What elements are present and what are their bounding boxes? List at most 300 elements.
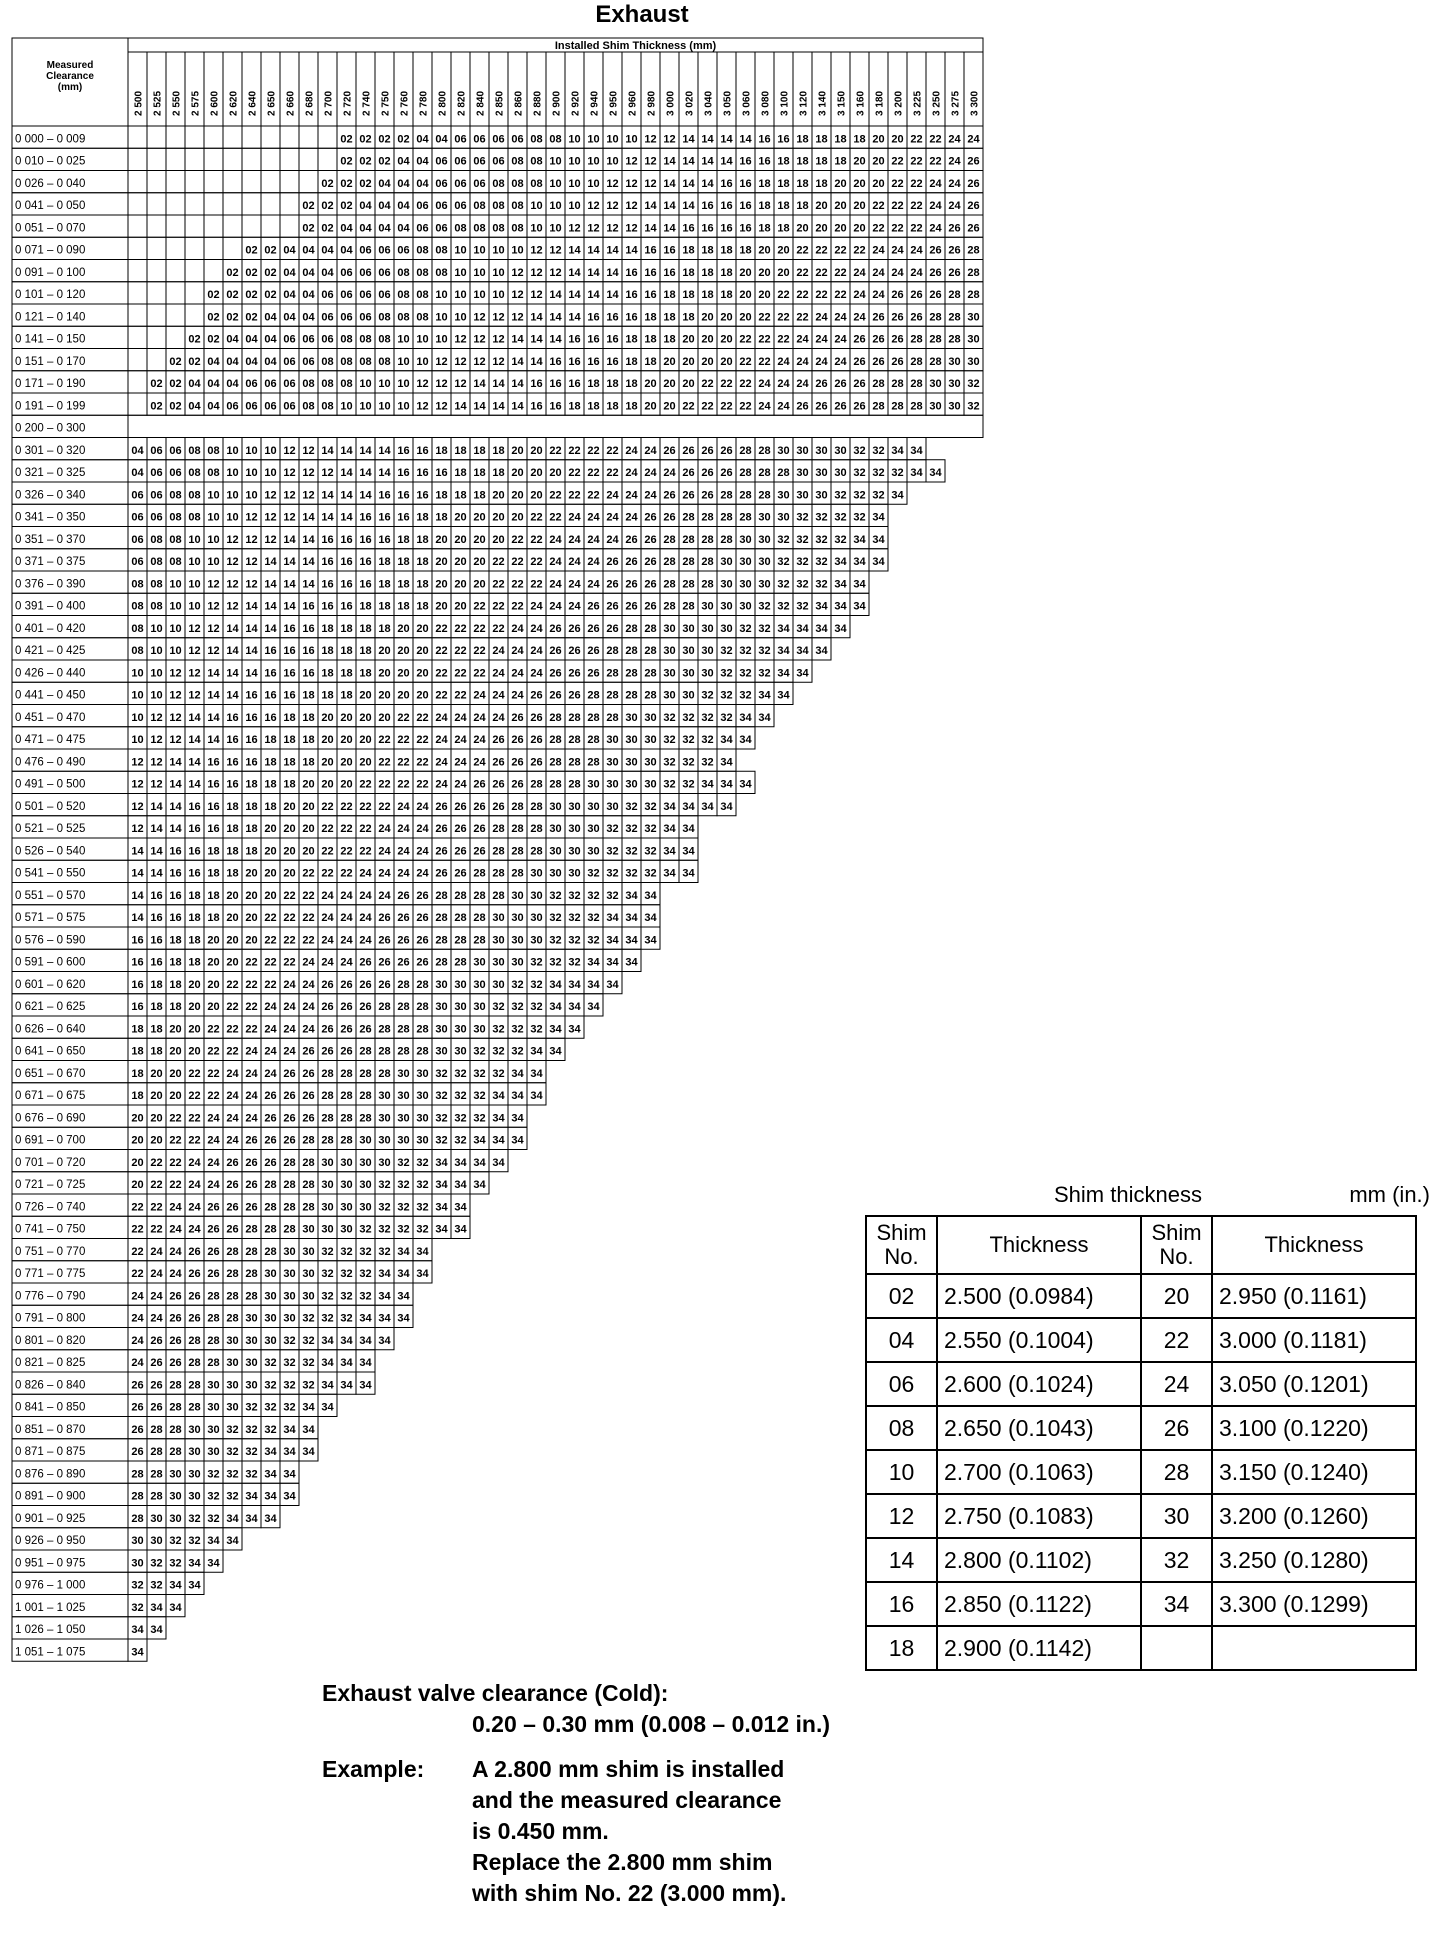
shim-number: 30 — [188, 1423, 201, 1436]
shim-number: 24 — [150, 1268, 163, 1280]
shim-number: 26 — [625, 556, 638, 568]
shim-number: 12 — [644, 177, 657, 190]
shim-number: 18 — [264, 756, 277, 769]
shim-number: 28 — [967, 289, 980, 301]
shim-number: 26 — [283, 1134, 296, 1147]
shim-number: 32 — [302, 1334, 315, 1347]
shim-number: 12 — [226, 533, 239, 546]
matrix-cell — [166, 237, 185, 259]
shim-number: 18 — [359, 622, 372, 635]
shim-number: 34 — [397, 1245, 410, 1258]
shim-number: 20 — [454, 578, 467, 591]
shim-number: 34 — [359, 1357, 372, 1369]
shim-number: 32 — [720, 645, 733, 657]
shim-number: 18 — [131, 1067, 144, 1080]
shim-number: 22 — [188, 1134, 201, 1147]
shim-number: 32 — [245, 1401, 258, 1414]
shim-number: 16 — [397, 489, 410, 502]
shim-number: 26 — [435, 845, 448, 858]
shim-number: 30 — [207, 1446, 220, 1458]
shim-number: 22 — [207, 1067, 220, 1080]
shim-number: 26 — [606, 622, 619, 635]
shim-number: 28 — [663, 533, 676, 546]
shim-number: 30 — [549, 867, 562, 880]
shim-number: 12 — [625, 200, 638, 212]
shim-number: 28 — [245, 1245, 258, 1258]
shim-number: 24 — [492, 689, 505, 702]
shim-number: 22 — [169, 1134, 182, 1147]
shim-number: 20 — [131, 1179, 144, 1191]
shim-number: 14 — [131, 912, 144, 924]
shim-number: 26 — [169, 1334, 182, 1347]
shim-number: 24 — [245, 1067, 258, 1080]
shim-number: 06 — [492, 155, 505, 168]
shim-number: 26 — [416, 889, 429, 902]
shim-number: 26 — [435, 800, 448, 813]
shim-number: 28 — [587, 689, 600, 702]
shim-number: 32 — [264, 1401, 277, 1414]
shim-number: 30 — [606, 800, 619, 813]
shim-number: 28 — [340, 1112, 353, 1125]
shim-number: 34 — [587, 956, 600, 969]
shim-number: 32 — [321, 1245, 334, 1258]
shim-number: 32 — [967, 378, 980, 390]
shim-number: 30 — [150, 1535, 163, 1547]
shim-number: 16 — [416, 444, 429, 457]
shim-number: 34 — [568, 1001, 581, 1013]
row-label: 0 341 – 0 350 — [15, 511, 86, 524]
shim-number: 20 — [530, 444, 543, 457]
row-label: 0 701 – 0 720 — [15, 1156, 86, 1169]
shim-number: 22 — [492, 600, 505, 613]
shim-number: 18 — [739, 244, 752, 257]
shim-number: 10 — [416, 333, 429, 346]
shim-number: 30 — [606, 734, 619, 746]
shim-number: 34 — [226, 1512, 239, 1525]
shim-number: 20 — [416, 645, 429, 657]
shim-number: 14 — [131, 867, 144, 880]
shim-number: 32 — [891, 467, 904, 479]
shim-number: 30 — [796, 489, 809, 502]
shim-number: 32 — [435, 1134, 448, 1147]
shim-number: 22 — [416, 711, 429, 724]
shim-number: 20 — [283, 800, 296, 813]
shim-number: 18 — [378, 556, 391, 568]
shim-number: 34 — [454, 1223, 467, 1236]
shim-number: 26 — [606, 556, 619, 568]
shim-number: 22 — [150, 1223, 163, 1236]
shim-number: 28 — [739, 511, 752, 524]
shim-number: 26 — [359, 1001, 372, 1013]
shim-number: 24 — [511, 667, 524, 680]
shim-number: 32 — [435, 1112, 448, 1125]
example-block — [322, 1754, 786, 1909]
column-header-label: 2 840 — [475, 90, 487, 116]
shim-number: 18 — [416, 600, 429, 613]
shim-number: 28 — [720, 533, 733, 546]
shim-number: 04 — [264, 355, 277, 368]
shim-number: 04 — [264, 333, 277, 346]
shim-number: 30 — [815, 444, 828, 457]
shim-number: 04 — [283, 311, 296, 324]
column-header-label: 2 700 — [323, 90, 335, 116]
shim-number: 18 — [226, 800, 239, 813]
shim-number: 16 — [226, 756, 239, 769]
shim-number: 30 — [416, 1112, 429, 1125]
shim-number: 16 — [207, 778, 220, 791]
shim-number: 20 — [131, 1112, 144, 1125]
shim-number: 20 — [264, 889, 277, 902]
shim-number: 26 — [207, 1201, 220, 1214]
shim-number: 32 — [720, 667, 733, 680]
shim-number: 18 — [226, 823, 239, 835]
shim-number: 32 — [549, 912, 562, 924]
shim-number: 32 — [587, 889, 600, 902]
row-label: 0 026 – 0 040 — [15, 177, 86, 190]
shim-number: 34 — [625, 889, 638, 902]
shim-number: 04 — [340, 222, 353, 235]
shim-number: 22 — [549, 444, 562, 457]
shim-number: 30 — [321, 1179, 334, 1191]
shim-number: 04 — [302, 311, 315, 324]
shim-number: 20 — [511, 511, 524, 524]
shim-number: 30 — [758, 533, 771, 546]
shim-number: 26 — [245, 1156, 258, 1169]
shim-number: 26 — [511, 778, 524, 791]
shim-number: 08 — [530, 177, 543, 190]
shim-number: 28 — [568, 756, 581, 769]
shim-number: 24 — [264, 1001, 277, 1013]
shim-number: 16 — [416, 489, 429, 502]
shim-number: 30 — [378, 1112, 391, 1125]
shim-number: 28 — [435, 912, 448, 924]
shim-number: 22 — [891, 200, 904, 212]
shim-number: 30 — [340, 1201, 353, 1214]
shim-number: 22 — [378, 734, 391, 746]
shim-number: 26 — [207, 1223, 220, 1236]
shim-number: 14 — [321, 444, 334, 457]
shim-number: 28 — [682, 556, 695, 568]
shim-number: 28 — [207, 1334, 220, 1347]
shim-number: 32 — [283, 1401, 296, 1414]
shim-number: 34 — [587, 978, 600, 991]
measured-clearance-header-line: (mm) — [57, 82, 83, 93]
shim-number: 32 — [872, 467, 885, 479]
shim-number: 24 — [530, 622, 543, 635]
shim-number: 34 — [606, 912, 619, 924]
matrix-cell — [280, 193, 299, 215]
shim-number: 20 — [853, 200, 866, 212]
shim-number: 22 — [796, 289, 809, 301]
shim-number: 12 — [226, 556, 239, 568]
shim-number: 24 — [416, 800, 429, 813]
shim-number: 08 — [321, 355, 334, 368]
thickness-cell: 2.750 (0.1083) — [937, 1494, 1141, 1538]
shim-number: 28 — [207, 1312, 220, 1325]
matrix-cell — [261, 126, 280, 148]
shim-number: 30 — [530, 912, 543, 924]
shim-number: 34 — [606, 978, 619, 991]
shim-number: 32 — [530, 956, 543, 969]
shim-number: 22 — [226, 978, 239, 991]
shim-number: 28 — [454, 956, 467, 969]
shim-number: 16 — [188, 823, 201, 835]
shim-number: 10 — [454, 266, 467, 279]
shim-number: 22 — [169, 1112, 182, 1125]
matrix-cell — [147, 237, 166, 259]
shim-number: 16 — [378, 533, 391, 546]
shim-number: 34 — [910, 467, 923, 479]
column-header-label: 2 880 — [532, 90, 544, 116]
shim-number: 32 — [853, 511, 866, 524]
shim-number: 30 — [948, 378, 961, 390]
shim-number: 12 — [283, 511, 296, 524]
shim-number: 18 — [682, 266, 695, 279]
shim-number: 28 — [625, 689, 638, 702]
shim-number: 34 — [663, 867, 676, 880]
shim-number: 34 — [302, 1423, 315, 1436]
shim-number: 06 — [435, 200, 448, 212]
measured-clearance-header-line: Measured — [46, 60, 94, 71]
shim-number: 16 — [131, 934, 144, 947]
shim-number: 06 — [321, 311, 334, 324]
shim-number: 32 — [606, 845, 619, 858]
shim-number: 08 — [511, 222, 524, 235]
shim-number: 26 — [549, 689, 562, 702]
shim-number: 20 — [397, 667, 410, 680]
matrix-cell — [128, 126, 147, 148]
shim-number: 20 — [378, 645, 391, 657]
shim-number: 08 — [492, 177, 505, 190]
shim-number: 10 — [169, 622, 182, 635]
shim-number: 12 — [264, 489, 277, 502]
shim-number: 26 — [245, 1201, 258, 1214]
shim-number: 20 — [511, 467, 524, 479]
row-label: 0 841 – 0 850 — [15, 1401, 86, 1414]
shim-number: 32 — [815, 511, 828, 524]
shim-number: 24 — [321, 889, 334, 902]
shim-number: 20 — [245, 934, 258, 947]
shim-number: 16 — [245, 689, 258, 702]
shim-number: 30 — [644, 711, 657, 724]
shim-number: 06 — [454, 200, 467, 212]
shim-number: 26 — [492, 734, 505, 746]
shim-number: 10 — [245, 467, 258, 479]
shim-number: 26 — [682, 489, 695, 502]
matrix-cell — [299, 148, 318, 170]
shim-number: 10 — [606, 133, 619, 146]
row-label: 0 791 – 0 800 — [15, 1312, 86, 1325]
shim-number: 10 — [131, 711, 144, 724]
shim-number: 10 — [264, 467, 277, 479]
shim-number: 18 — [492, 467, 505, 479]
shim-number: 18 — [245, 845, 258, 858]
shim-number: 30 — [739, 578, 752, 591]
thickness-cell: 2.600 (0.1024) — [937, 1362, 1141, 1406]
shim-number: 12 — [150, 734, 163, 746]
shim-number: 12 — [606, 177, 619, 190]
shim-number: 12 — [435, 400, 448, 413]
shim-number: 02 — [169, 378, 182, 390]
shim-number: 28 — [910, 378, 923, 390]
matrix-cell — [128, 171, 147, 193]
matrix-cell — [223, 193, 242, 215]
measured-clearance-header-line: Clearance — [46, 71, 94, 82]
shim-number: 34 — [834, 622, 847, 635]
shim-number: 26 — [435, 823, 448, 835]
shim-number: 14 — [682, 177, 695, 190]
shim-number: 02 — [264, 289, 277, 301]
shim-number: 02 — [302, 222, 315, 235]
shim-number: 32 — [739, 622, 752, 635]
shim-number: 34 — [796, 622, 809, 635]
shim-number: 22 — [834, 244, 847, 257]
shim-number: 24 — [454, 711, 467, 724]
shim-number: 20 — [397, 622, 410, 635]
shim-number: 20 — [150, 1134, 163, 1147]
shim-number: 22 — [815, 289, 828, 301]
shim-number: 14 — [720, 155, 733, 168]
shim-number: 24 — [207, 1179, 220, 1191]
shim-number: 12 — [245, 511, 258, 524]
shim-number: 32 — [530, 1023, 543, 1036]
shim-number: 24 — [549, 578, 562, 591]
shim-number: 30 — [587, 823, 600, 835]
shim-number: 28 — [606, 645, 619, 657]
shim-number: 18 — [188, 889, 201, 902]
shim-number: 06 — [378, 266, 391, 279]
shim-number: 10 — [416, 355, 429, 368]
shim-number: 18 — [207, 867, 220, 880]
shim-number: 22 — [435, 689, 448, 702]
shim-number: 06 — [283, 400, 296, 413]
column-header-label: 2 575 — [190, 90, 202, 116]
shim-number: 30 — [454, 1001, 467, 1013]
column-header-label: 3 120 — [798, 90, 810, 116]
shim-number: 24 — [188, 1179, 201, 1191]
matrix-cell — [261, 171, 280, 193]
shim-number: 12 — [264, 511, 277, 524]
shim-number: 14 — [226, 645, 239, 657]
shim-number: 28 — [568, 711, 581, 724]
shim-number: 10 — [207, 489, 220, 502]
shim-number: 28 — [150, 1423, 163, 1436]
shim-number: 28 — [606, 711, 619, 724]
shim-number: 20 — [872, 133, 885, 146]
shim-number: 28 — [169, 1379, 182, 1392]
shim-number: 34 — [492, 1156, 505, 1169]
shim-number: 28 — [720, 511, 733, 524]
shim-number: 26 — [511, 756, 524, 769]
shim-number: 18 — [245, 778, 258, 791]
shim-number: 24 — [378, 867, 391, 880]
shim-number: 24 — [378, 823, 391, 835]
header-thickness: Thickness — [937, 1216, 1141, 1274]
shim-thickness-caption — [1054, 1182, 1430, 1208]
shim-number: 28 — [549, 734, 562, 746]
column-header-label: 2 950 — [608, 90, 620, 116]
shim-number: 34 — [720, 778, 733, 791]
shim-number: 24 — [948, 200, 961, 212]
shim-number: 12 — [511, 289, 524, 301]
shim-number: 14 — [321, 489, 334, 502]
shim-number: 16 — [758, 133, 771, 146]
shim-number: 12 — [606, 200, 619, 212]
shim-number: 22 — [549, 511, 562, 524]
shim-number: 26 — [321, 1023, 334, 1036]
shim-number: 26 — [416, 934, 429, 947]
shim-number: 14 — [359, 467, 372, 479]
shim-number: 26 — [359, 1023, 372, 1036]
shim-number: 20 — [169, 1067, 182, 1080]
shim-number: 26 — [150, 1334, 163, 1347]
shim-number: 20 — [416, 689, 429, 702]
shim-number: 26 — [853, 333, 866, 346]
column-header-label: 2 920 — [570, 90, 582, 116]
shim-number: 20 — [720, 311, 733, 324]
shim-no-cell: 14 — [866, 1538, 937, 1582]
shim-number: 28 — [359, 1090, 372, 1102]
shim-number: 16 — [682, 222, 695, 235]
shim-number: 20 — [663, 378, 676, 390]
shim-number: 34 — [663, 800, 676, 813]
shim-number: 16 — [568, 378, 581, 390]
column-header-label: 2 960 — [627, 90, 639, 116]
shim-number: 14 — [150, 800, 163, 813]
shim-number: 18 — [625, 400, 638, 413]
shim-number: 16 — [188, 845, 201, 858]
shim-number: 32 — [340, 1245, 353, 1258]
shim-number: 30 — [739, 556, 752, 568]
shim-number: 16 — [283, 645, 296, 657]
shim-number: 10 — [549, 155, 562, 168]
matrix-cell — [128, 148, 147, 170]
shim-number: 20 — [549, 467, 562, 479]
shim-number: 18 — [321, 689, 334, 702]
shim-number: 16 — [739, 155, 752, 168]
header-shim-no: Shim No. — [866, 1216, 937, 1274]
shim-number: 22 — [378, 756, 391, 769]
shim-number: 26 — [948, 266, 961, 279]
shim-number: 20 — [492, 511, 505, 524]
blank-row-cell — [128, 415, 983, 437]
shim-number: 20 — [188, 1045, 201, 1058]
shim-number: 34 — [682, 800, 695, 813]
shim-number: 16 — [625, 289, 638, 301]
shim-number: 26 — [283, 1112, 296, 1125]
shim-number: 26 — [340, 1023, 353, 1036]
shim-number: 18 — [454, 467, 467, 479]
shim-number: 04 — [359, 200, 372, 212]
shim-number: 26 — [967, 200, 980, 212]
shim-number: 20 — [245, 912, 258, 924]
shim-number: 24 — [587, 511, 600, 524]
matrix-cell — [204, 237, 223, 259]
example-label: Example: — [322, 1756, 425, 1782]
shim-number: 30 — [644, 734, 657, 746]
shim-number: 16 — [549, 378, 562, 390]
shim-number: 24 — [207, 1156, 220, 1169]
shim-number: 14 — [587, 289, 600, 301]
shim-number: 32 — [568, 934, 581, 947]
shim-number: 28 — [568, 734, 581, 746]
shim-number: 22 — [454, 622, 467, 635]
shim-number: 14 — [131, 889, 144, 902]
shim-number: 20 — [663, 355, 676, 368]
shim-number: 28 — [511, 800, 524, 813]
shim-number: 34 — [511, 1067, 524, 1080]
row-label: 0 876 – 0 890 — [15, 1468, 86, 1481]
